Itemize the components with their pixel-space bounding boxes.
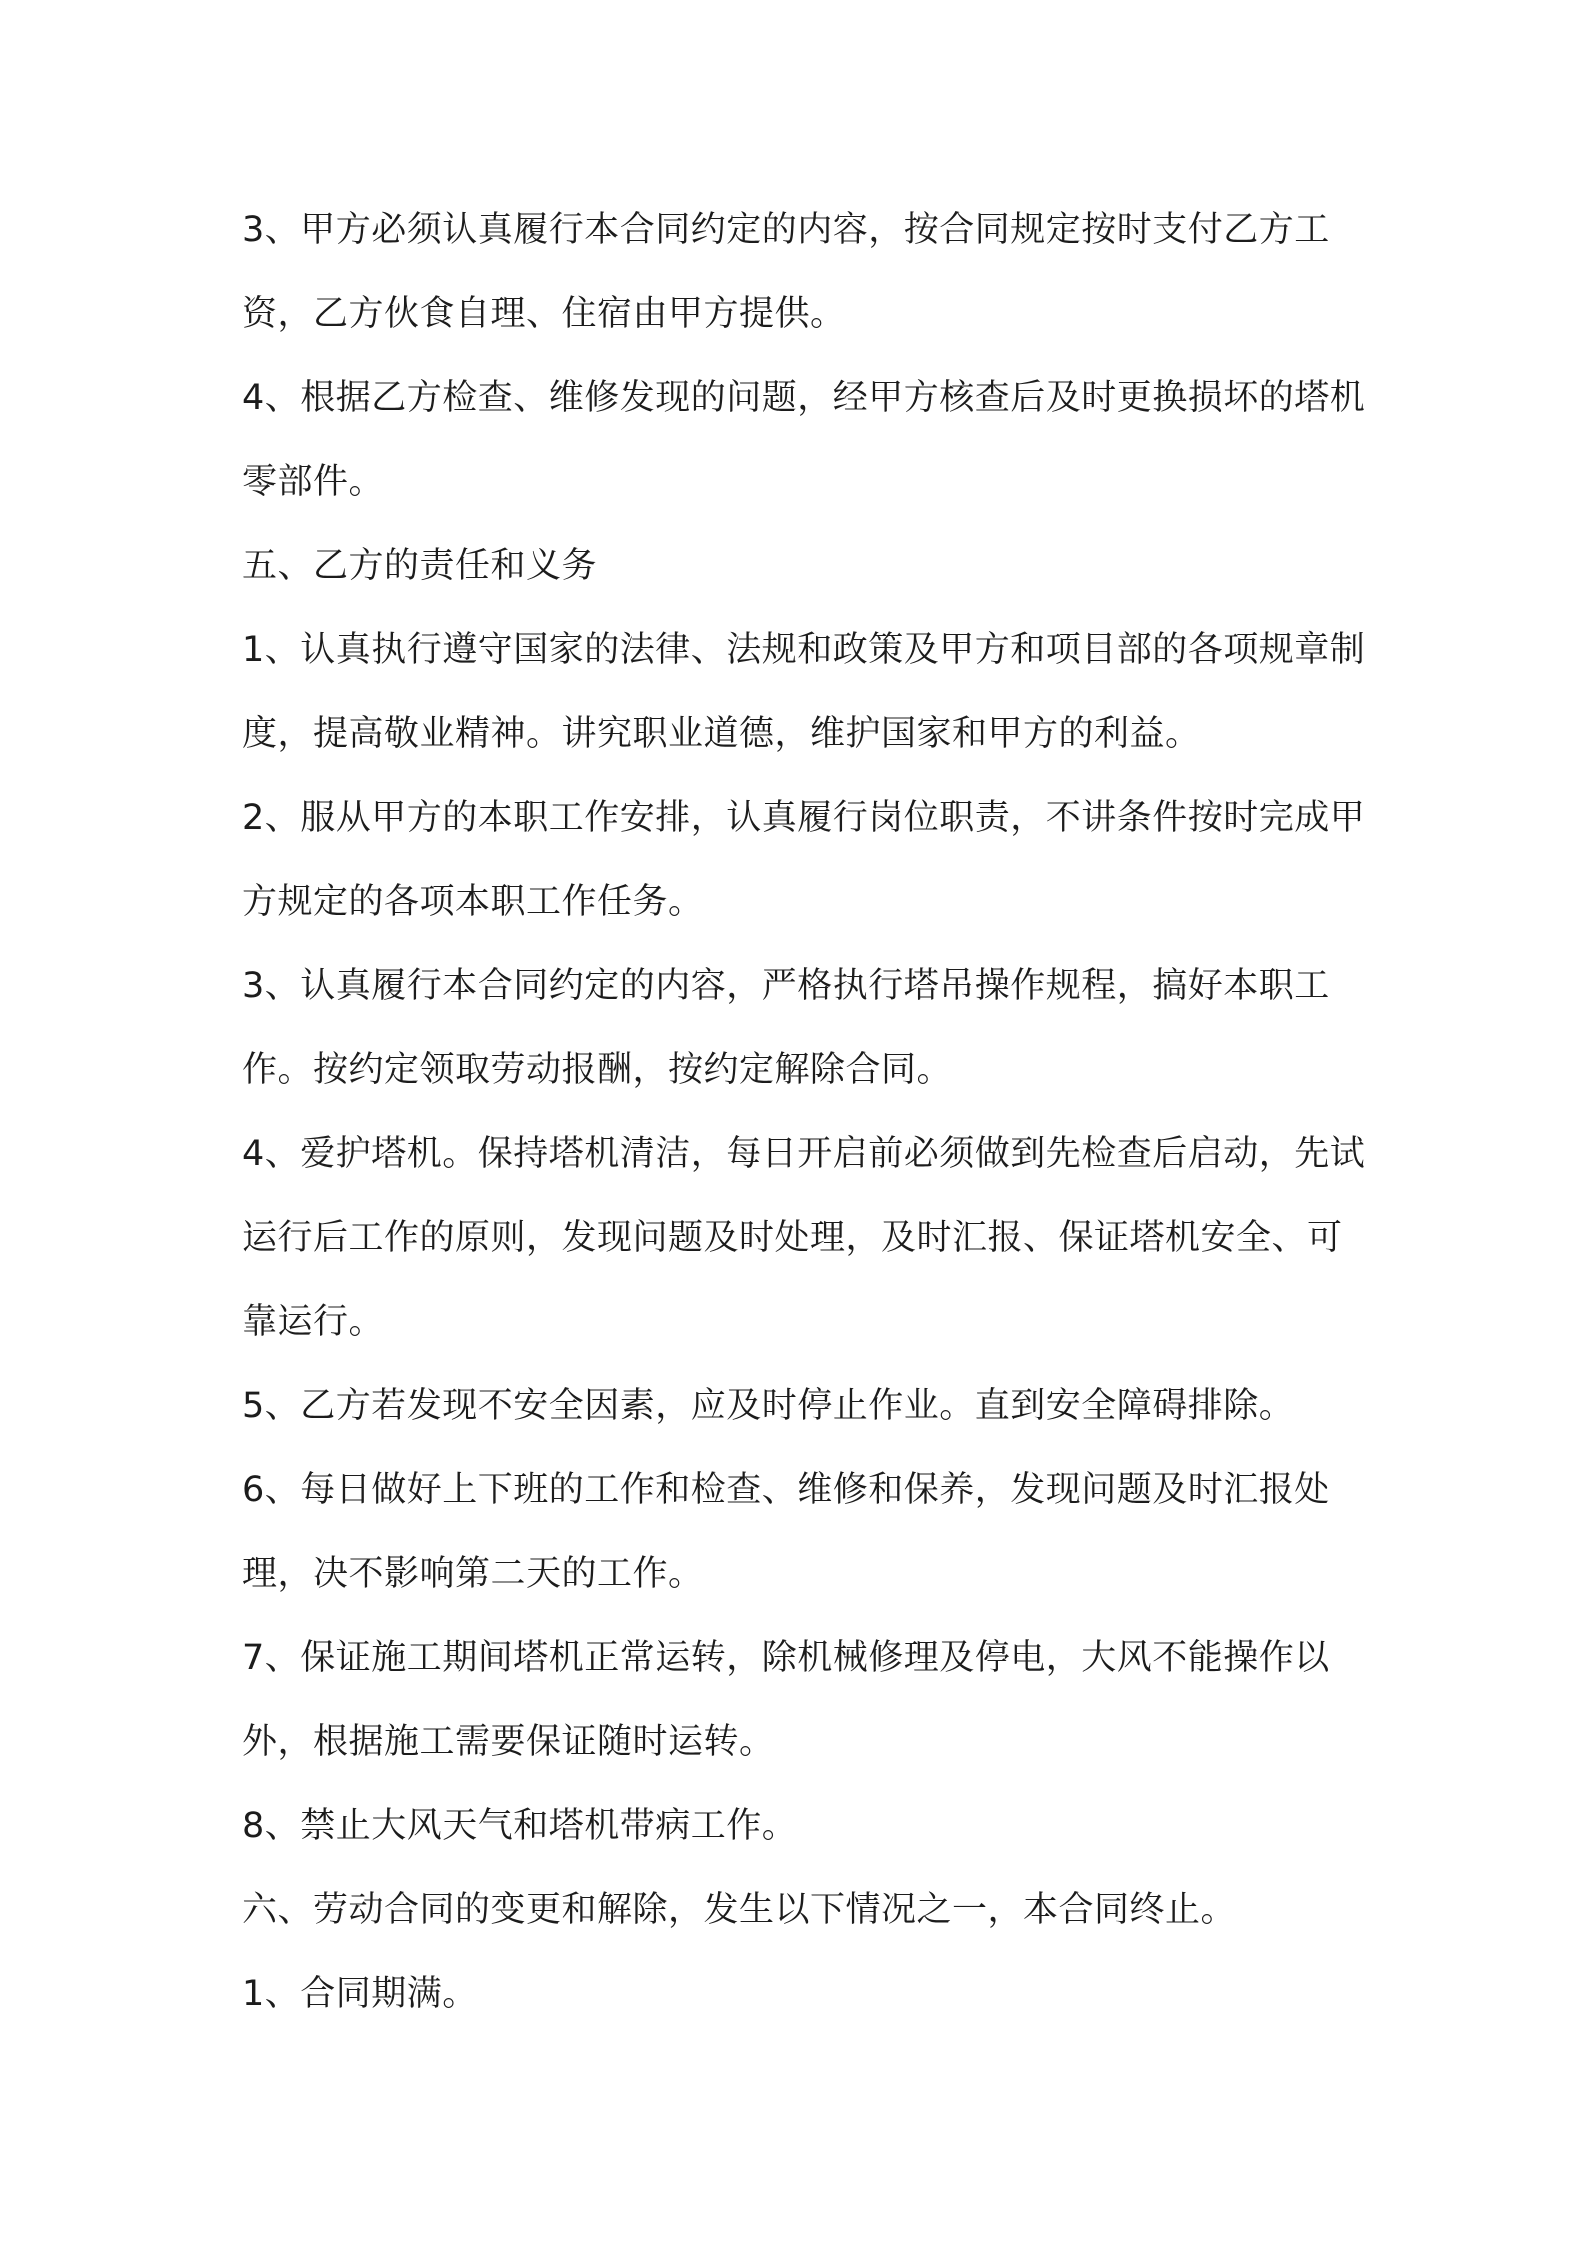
paragraph-party-b-duty-1: 1、认真执行遵守国家的法律、法规和政策及甲方和项目部的各项规章制度，提高敬业精神。讲究职业道德，维护国家和甲方的利益。 bbox=[242, 630, 1366, 754]
paragraph-party-b-duty-8: 8、禁止大风天气和塔机带病工作。 bbox=[242, 1806, 798, 1846]
document-body bbox=[242, 188, 1368, 2036]
paragraph-party-b-duty-2: 2、服从甲方的本职工作安排，认真履行岗位职责，不讲条件按时完成甲方规定的各项本职工作任务。 bbox=[242, 798, 1366, 922]
paragraph-party-b-duty-6: 6、每日做好上下班的工作和检查、维修和保养，发现问题及时汇报处理，决不影响第二天的工作。 bbox=[242, 1470, 1330, 1594]
section-heading-party-b-duties: 五、乙方的责任和义务 bbox=[242, 546, 598, 586]
paragraph-party-a-obligation-3: 3、甲方必须认真履行本合同约定的内容，按合同规定按时支付乙方工资，乙方伙食自理、住宿由甲方提供。 bbox=[242, 210, 1330, 334]
paragraph-party-b-duty-4: 4、爱护塔机。保持塔机清洁，每日开启前必须做到先检查后启动，先试运行后工作的原则，发现问题及时处理，及时汇报、保证塔机安全、可靠运行。 bbox=[242, 1134, 1366, 1342]
paragraph-termination-1: 1、合同期满。 bbox=[242, 1974, 478, 2014]
paragraph-party-a-obligation-4: 4、根据乙方检查、维修发现的问题，经甲方核查后及时更换损坏的塔机零部件。 bbox=[242, 378, 1366, 502]
paragraph-party-b-duty-3: 3、认真履行本合同约定的内容，严格执行塔吊操作规程，搞好本职工作。按约定领取劳动报酬，按约定解除合同。 bbox=[242, 966, 1330, 1090]
paragraph-party-b-duty-7: 7、保证施工期间塔机正常运转，除机械修理及停电，大风不能操作以外，根据施工需要保证随时运转。 bbox=[242, 1638, 1330, 1762]
section-heading-contract-termination: 六、劳动合同的变更和解除，发生以下情况之一，本合同终止。 bbox=[242, 1890, 1237, 1930]
paragraph-party-b-duty-5: 5、乙方若发现不安全因素，应及时停止作业。直到安全障碍排除。 bbox=[242, 1386, 1295, 1426]
